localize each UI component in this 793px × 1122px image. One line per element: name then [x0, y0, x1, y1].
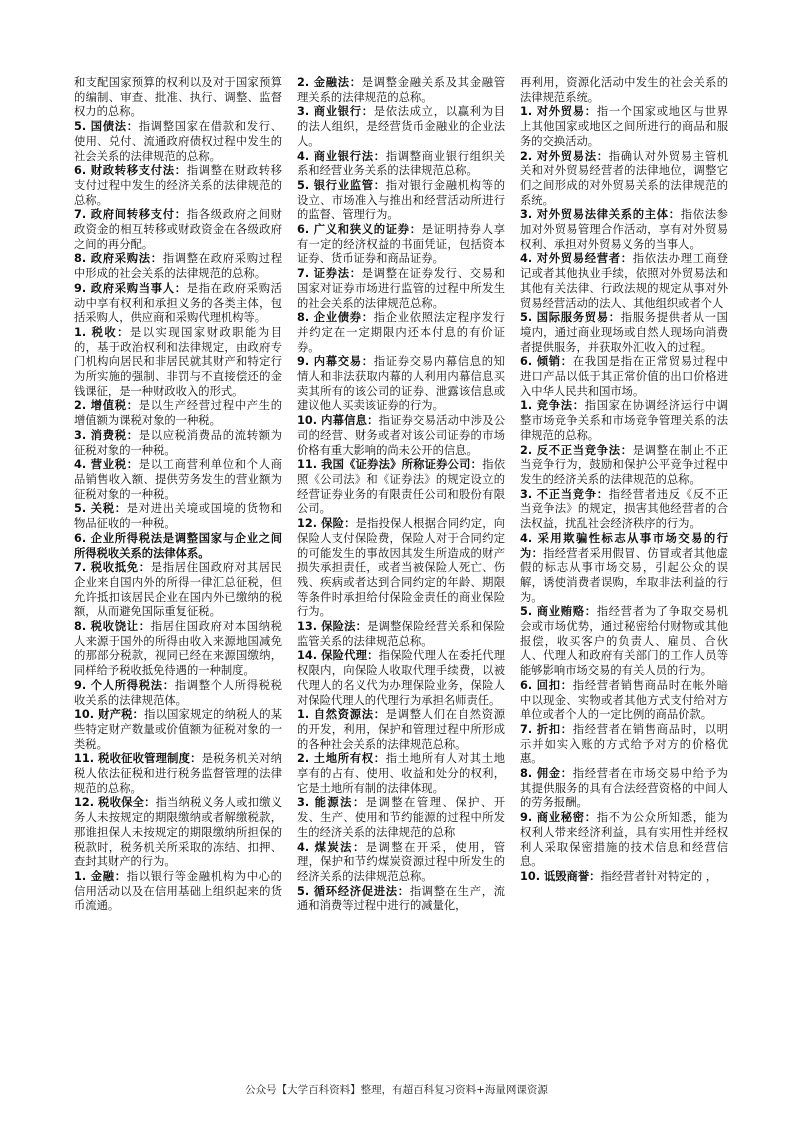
- entry-term: 5. 商业贿赂：: [520, 605, 597, 619]
- entry-term: 13. 保险法：: [297, 620, 368, 634]
- entry-term: 8. 政府采购法：: [74, 252, 163, 266]
- entry-term: 2. 反不正当竞争法：: [520, 443, 633, 457]
- column-right: [520, 76, 728, 1076]
- entry-definition: 是调整金融关系及其金融管理关系的法律规范的总称。: [297, 76, 505, 104]
- entry-definition: 指调整商业银行组织关系和经营业务关系的法律规范总称。: [297, 149, 505, 178]
- glossary-entry: [297, 620, 505, 649]
- glossary-entry: [520, 767, 728, 811]
- entry-definition: 指经营者采用假冒、仿冒或者其他虚假的标志从事市场交易，引起公众的误解，诱使消费者误购，牟取非法利益的行为。: [520, 546, 728, 604]
- entry-term: 1. 金融：: [74, 869, 127, 883]
- entry-definition: 指居住国政府对本国纳税人来源于国外的所得由收入来源地国减免的那部分税款，视同已经在来源国缴纳，同样给予税收抵免待遇的一种制度。: [74, 620, 282, 678]
- entry-definition: 指服务提供者从一国境内，通过商业现场或自然人现场向消费者提供服务，并获取外汇收入的过程。: [520, 311, 728, 354]
- entry-term: 2. 金融法：: [297, 76, 362, 89]
- entry-definition: 指各级政府之间财政资金的相互转移或财政资金在各级政府之间的再分配。: [74, 208, 282, 251]
- entry-definition: 指企业依照法定程序发行并约定在一定期限内还本付息的有价证券。: [297, 311, 505, 354]
- glossary-entry: [297, 76, 505, 105]
- glossary-entry: [297, 649, 505, 708]
- entry-term: 10. 财产税：: [74, 708, 145, 722]
- entry-definition: 是以应税消费品的流转额为征税对象的一种税。: [74, 428, 282, 457]
- glossary-entry: [74, 679, 282, 708]
- entry-definition: 指证券交易活动中涉及公司的经营、财务或者对该公司证券的市场价格有重大影响的尚未公开的信息。: [297, 414, 505, 457]
- entry-term: 8. 佣金：: [520, 767, 573, 781]
- entry-term: 2. 对外贸易法：: [520, 149, 609, 163]
- entry-definition: 指经营者为了争取交易机会或市场优势，通过秘密给付财物或其他报偿，收买客户的负责人、雇员、合伙人、代理人和政府有关部门的工作人员等能够影响市场交易的有关人员的行为。: [520, 605, 728, 678]
- glossary-entry: [297, 355, 505, 414]
- entry-term: 12. 税收保全：: [74, 796, 156, 810]
- glossary-entry: [297, 885, 505, 914]
- entry-definition: 指一个国家或地区与世界上其他国家或地区之间所进行的商品和服务的交换活动。: [520, 105, 728, 148]
- entry-definition: 是指在政府采购活动中享有权利和承担义务的各类主体，包括采购人，供应商和采购代理机构等。: [74, 281, 282, 325]
- entry-definition: 指依法办理工商登记或者其他执业手续，依照对外贸易法和其他有关法律、行政法规的规定从事对外贸易经营活动的法人、其他组织或者个人: [520, 252, 728, 310]
- glossary-entry: [297, 267, 505, 311]
- glossary-entry: [297, 458, 505, 517]
- glossary-entry: [297, 517, 505, 620]
- page-footer: 公众号【大学百科资料】整理，有超百科复习资料+海量网课资源: [245, 1084, 548, 1096]
- entry-definition: 是以工商营利单位和个人商品销售收入额、提供劳务发生的营业额为征税对象的一种税。: [74, 458, 282, 501]
- entry-term: 9. 内幕交易：: [297, 355, 374, 369]
- glossary-entry: [74, 208, 282, 252]
- entry-term: 4. 煤炭法：: [297, 840, 366, 854]
- entry-term: 5. 银行业监管：: [297, 178, 386, 192]
- entry-term: 2. 土地所有权：: [297, 752, 386, 766]
- glossary-entry: [74, 620, 282, 679]
- glossary-entry: [74, 76, 282, 120]
- entry-term: 6. 企业所得税法是调整国家与企业之间所得税收关系的法律体系。: [74, 531, 282, 560]
- entry-definition: 指经营者在市场交易中给予为其提供服务的具有合法经营资格的中间人的劳务报酬。: [520, 767, 728, 810]
- entry-definition: 在我国是指在正常贸易过程中进口产品以低于其正常价值的出口价格进入中华人民共和国市场。: [520, 355, 728, 398]
- entry-definition: 指调整国家在借款和发行、使用、兑付、流通政府债权过程中发生的社会关系的法律规范的总称。: [74, 120, 282, 163]
- glossary-entry: [520, 679, 728, 723]
- glossary-entry: [520, 488, 728, 532]
- entry-definition: 是调整在管理、保护、开发、生产、使用和节约能源的过程中所发生的经济关系的法律规范的总称: [297, 796, 505, 839]
- entry-definition: 指当纳税义务人或扣缴义务人未按规定的期限缴纳或者解缴税款，那谁担保人未按规定的期限缴纳所担保的税款时，税务机关所采取的冻结、扣押、查封其财产的行为。: [74, 796, 282, 869]
- entry-definition: 指依法参加对外贸易管理合作活动，享有对外贸易权利、承担对外贸易义务的当事人。: [520, 208, 728, 251]
- entry-term: 7. 折扣：: [520, 722, 573, 736]
- column-middle: [297, 76, 505, 1076]
- glossary-entry: [520, 76, 728, 105]
- glossary-entry: [520, 532, 728, 606]
- entry-term: 8. 税收饶让：: [74, 620, 151, 634]
- entry-term: 4. 对外贸易经营者：: [520, 252, 633, 266]
- entry-term: 5. 关税：: [74, 502, 127, 516]
- glossary-entry: [520, 208, 728, 252]
- glossary-entry: [520, 605, 728, 679]
- glossary-entry: [297, 841, 505, 885]
- glossary-entry: [520, 105, 728, 149]
- entry-definition: 指调整在生产，流通和消费等过程中进行的减量化，: [297, 884, 505, 913]
- entry-term: 4. 营业税：: [74, 458, 139, 472]
- glossary-entry: [520, 444, 728, 488]
- entry-definition: 是调整保险经营关系和保险监管关系的法律规范总称。: [297, 620, 505, 648]
- entry-term: 5. 循环经济促进法：: [297, 884, 410, 898]
- glossary-entry: [297, 752, 505, 796]
- entry-term: 7. 税收抵免：: [74, 561, 151, 575]
- entry-definition: 指确认对外贸易主管机关和对外贸易经营者的法律地位，调整它们之间形成的对外贸易关系的法律规范的系统。: [520, 149, 728, 207]
- entry-definition: 指不为公众所知悉，能为权利人带来经济利益，具有实用性并经权利人采取保密措施的技术信息和经营信息。: [520, 811, 728, 869]
- glossary-entry: [74, 502, 282, 531]
- entry-term: 4. 商业银行法：: [297, 149, 386, 163]
- glossary-entry: [74, 561, 282, 620]
- entry-term: 1. 税收：: [74, 325, 130, 339]
- entry-definition: 指经营者违反《反不正当竞争法》的规定，损害其他经营者的合法权益，扰乱社会经济秩序的行为。: [520, 487, 728, 531]
- glossary-entry: [74, 532, 282, 561]
- entry-definition: 指土地所有人对其土地享有的占有、使用、收益和处分的权利，它是土地所有制的法律体现。: [297, 752, 505, 795]
- entry-definition: 是调整在证券发行、交易和国家对证券市场进行监管的过程中所发生的社会关系的法律规范总称。: [297, 267, 505, 310]
- column-left: [74, 76, 282, 1076]
- entry-definition: 指证券交易内幕信息的知情人和非法获取内幕的人利用内幕信息买卖其所有的该公司的证券、泄露该信息或建议他人买卖该证券的行为。: [297, 355, 505, 413]
- entry-term: 5. 国债法：: [74, 120, 139, 134]
- glossary-entry: [520, 723, 728, 767]
- glossary-entry: [74, 796, 282, 870]
- glossary-entry: [297, 414, 505, 458]
- entry-definition: 是指居住国政府对其居民企业来自国内外的所得一律汇总征税，但允许抵扣该居民企业在国内外已缴纳的税额，从而避免国际重复征税。: [74, 561, 282, 619]
- glossary-entry: [74, 708, 282, 752]
- glossary-entry: [74, 870, 282, 914]
- entry-term: 8. 企业债券：: [297, 311, 374, 325]
- entry-definition: 指经营者针对特定的 ，: [600, 869, 717, 883]
- entry-term: 14. 保险代理：: [297, 649, 379, 663]
- glossary-entry: [520, 870, 728, 885]
- entry-term: 9. 商业秘密：: [520, 811, 597, 825]
- entry-definition: 指调整在政府采购过程中形成的社会关系的法律规范的总称。: [74, 252, 282, 281]
- entry-definition: 指保险代理人在委托代理权限内，向保险人收取代理手续费，以被代理人的名义代为办理保险业务，保险人对保险代理人的代理行为承担名师责任。: [297, 649, 505, 707]
- entry-definition: 是依法成立，以赢利为目的法人组织，是经营货币金融业的企业法人。: [297, 105, 505, 148]
- entry-definition: 再利用，资源化活动中发生的社会关系的法律规范系统。: [520, 76, 728, 104]
- glossary-entry: [297, 796, 505, 840]
- glossary-entry: [520, 811, 728, 870]
- entry-term: 4. 采用欺骗性标志从事市场交易的行为：: [520, 531, 728, 560]
- entry-term: 1. 自然资源法：: [297, 708, 386, 722]
- document-page: [74, 76, 728, 1076]
- entry-definition: 指调整个人所得税税收关系的法律规范体。: [74, 678, 282, 707]
- entry-term: 3. 对外贸易法律关系的主体：: [520, 208, 681, 222]
- entry-term: 10. 诋毁商誉：: [520, 869, 601, 883]
- entry-definition: 是以实现国家财政职能为目的，基于政治权利和法律规定，由政府专门机构向居民和非居民就其财产和特定行为所实施的强制、非罚与不直接偿还的金钱课征，是一种财政收入的形式。: [74, 325, 282, 398]
- entry-definition: 指国家在协调经济运行中调整市场竞争关系和市场竞争管理关系的法律规范的总称。: [520, 399, 728, 442]
- entry-definition: 指调整在财政转移支付过程中发生的经济关系的法律规范的总称。: [74, 164, 282, 207]
- entry-definition: 是调整人们在自然资源的开发，利用，保护和管理过程中所形成的各种社会关系的法律规范总称。: [297, 708, 505, 751]
- entry-term: 1. 对外贸易：: [520, 105, 597, 119]
- entry-definition: 指经营者在销售商品时，以明示并如实入账的方式给予对方的价格优惠。: [520, 722, 728, 766]
- entry-definition: 和支配国家预算的权利以及对于国家预算的编制、审查、批准、执行、调整、监督权力的总称。: [74, 76, 282, 119]
- entry-definition: 是调整在开采，使用，管理，保护和节约煤炭资源过程中所发生的经济关系的法律规范总称。: [297, 840, 505, 883]
- glossary-entry: [74, 458, 282, 502]
- entry-definition: 指经营者销售商品时在帐外暗中以现金、实物或者其他方式支付给对方单位或者个人的一定比例的商品价款。: [520, 678, 728, 722]
- entry-term: 12. 保险：: [297, 517, 356, 531]
- entry-definition: 是指投保人根据合同约定，向保险人支付保险费，保险人对于合同约定的可能发生的事故因其发生所造成的财产损失承担责任，或者当被保险人死亡、伤残、疾病或者达到合同约定的年龄、期限等条件时承担给付保险金责任的商业保险行为。: [297, 517, 505, 619]
- entry-term: 6. 倾销：: [520, 355, 573, 369]
- glossary-entry: [74, 282, 282, 326]
- glossary-entry: [74, 252, 282, 281]
- glossary-entry: [297, 179, 505, 223]
- entry-term: 2. 增值税：: [74, 399, 139, 413]
- entry-definition: 是以生产经营过程中产生的增值额为课税对象的一种税。: [74, 399, 282, 428]
- entry-definition: 是对进出关境或国境的货物和物品征收的一种税。: [74, 502, 282, 531]
- glossary-entry: [74, 120, 282, 164]
- entry-term: 9. 个人所得税法：: [74, 678, 175, 692]
- glossary-entry: [520, 355, 728, 399]
- glossary-entry: [297, 708, 505, 752]
- glossary-entry: [74, 326, 282, 400]
- entry-term: 3. 不正当竞争：: [520, 487, 609, 501]
- entry-term: 11. 税收征收管理制度：: [74, 752, 202, 766]
- entry-definition: 指以国家规定的纳税人的某些特定财产数量或价值额为征税对象的一类税。: [74, 708, 282, 751]
- entry-definition: 是证明持券人享有一定的经济权益的书面凭证，包括资本证券、货币证券和商品证券。: [297, 223, 505, 266]
- entry-definition: 指以银行等金融机构为中心的信用活动以及在信用基础上组织起来的货币流通。: [74, 869, 282, 913]
- entry-term: 6. 广义和狭义的证券：: [297, 223, 422, 237]
- glossary-entry: [297, 150, 505, 179]
- entry-term: 7. 证券法：: [297, 267, 362, 281]
- entry-term: 3. 商业银行：: [297, 105, 374, 119]
- glossary-entry: [520, 252, 728, 311]
- glossary-entry: [520, 311, 728, 355]
- entry-term: 3. 消费税：: [74, 428, 139, 442]
- entry-term: 9. 政府采购当事人：: [74, 281, 187, 295]
- glossary-entry: [297, 105, 505, 149]
- glossary-entry: [297, 311, 505, 355]
- glossary-entry: [297, 223, 505, 267]
- entry-definition: 指对银行金融机构等的设立、市场准入与推出和经营活动所进行的监督、管理行为。: [297, 178, 505, 222]
- entry-term: 11. 我国《证券法》所称证券公司：: [297, 458, 483, 472]
- entry-definition: 指依照《公司法》和《证券法》的规定设立的经营证券业务的有限责任公司和股份有限公司。: [297, 458, 505, 516]
- entry-term: 3. 能源法：: [297, 796, 366, 810]
- glossary-entry: [74, 752, 282, 796]
- glossary-entry: [520, 150, 728, 209]
- glossary-entry: [74, 399, 282, 428]
- entry-term: 7. 政府间转移支付：: [74, 208, 187, 222]
- entry-term: 6. 回扣：: [520, 678, 573, 692]
- entry-term: 6. 财政转移支付法：: [74, 164, 187, 178]
- entry-term: 5. 国际服务贸易：: [520, 311, 621, 325]
- glossary-entry: [74, 429, 282, 458]
- entry-term: 10. 内幕信息：: [297, 414, 379, 428]
- entry-term: 1. 竞争法：: [520, 399, 585, 413]
- entry-definition: 是税务机关对纳税人依法征税和进行税务监督管理的法律规范的总称。: [74, 752, 282, 795]
- entry-definition: 是调整在制止不正当竞争行为，鼓励和保护公平竞争过程中发生的经济关系的法律规范的总称。: [520, 443, 728, 486]
- glossary-entry: [520, 399, 728, 443]
- glossary-entry: [74, 164, 282, 208]
